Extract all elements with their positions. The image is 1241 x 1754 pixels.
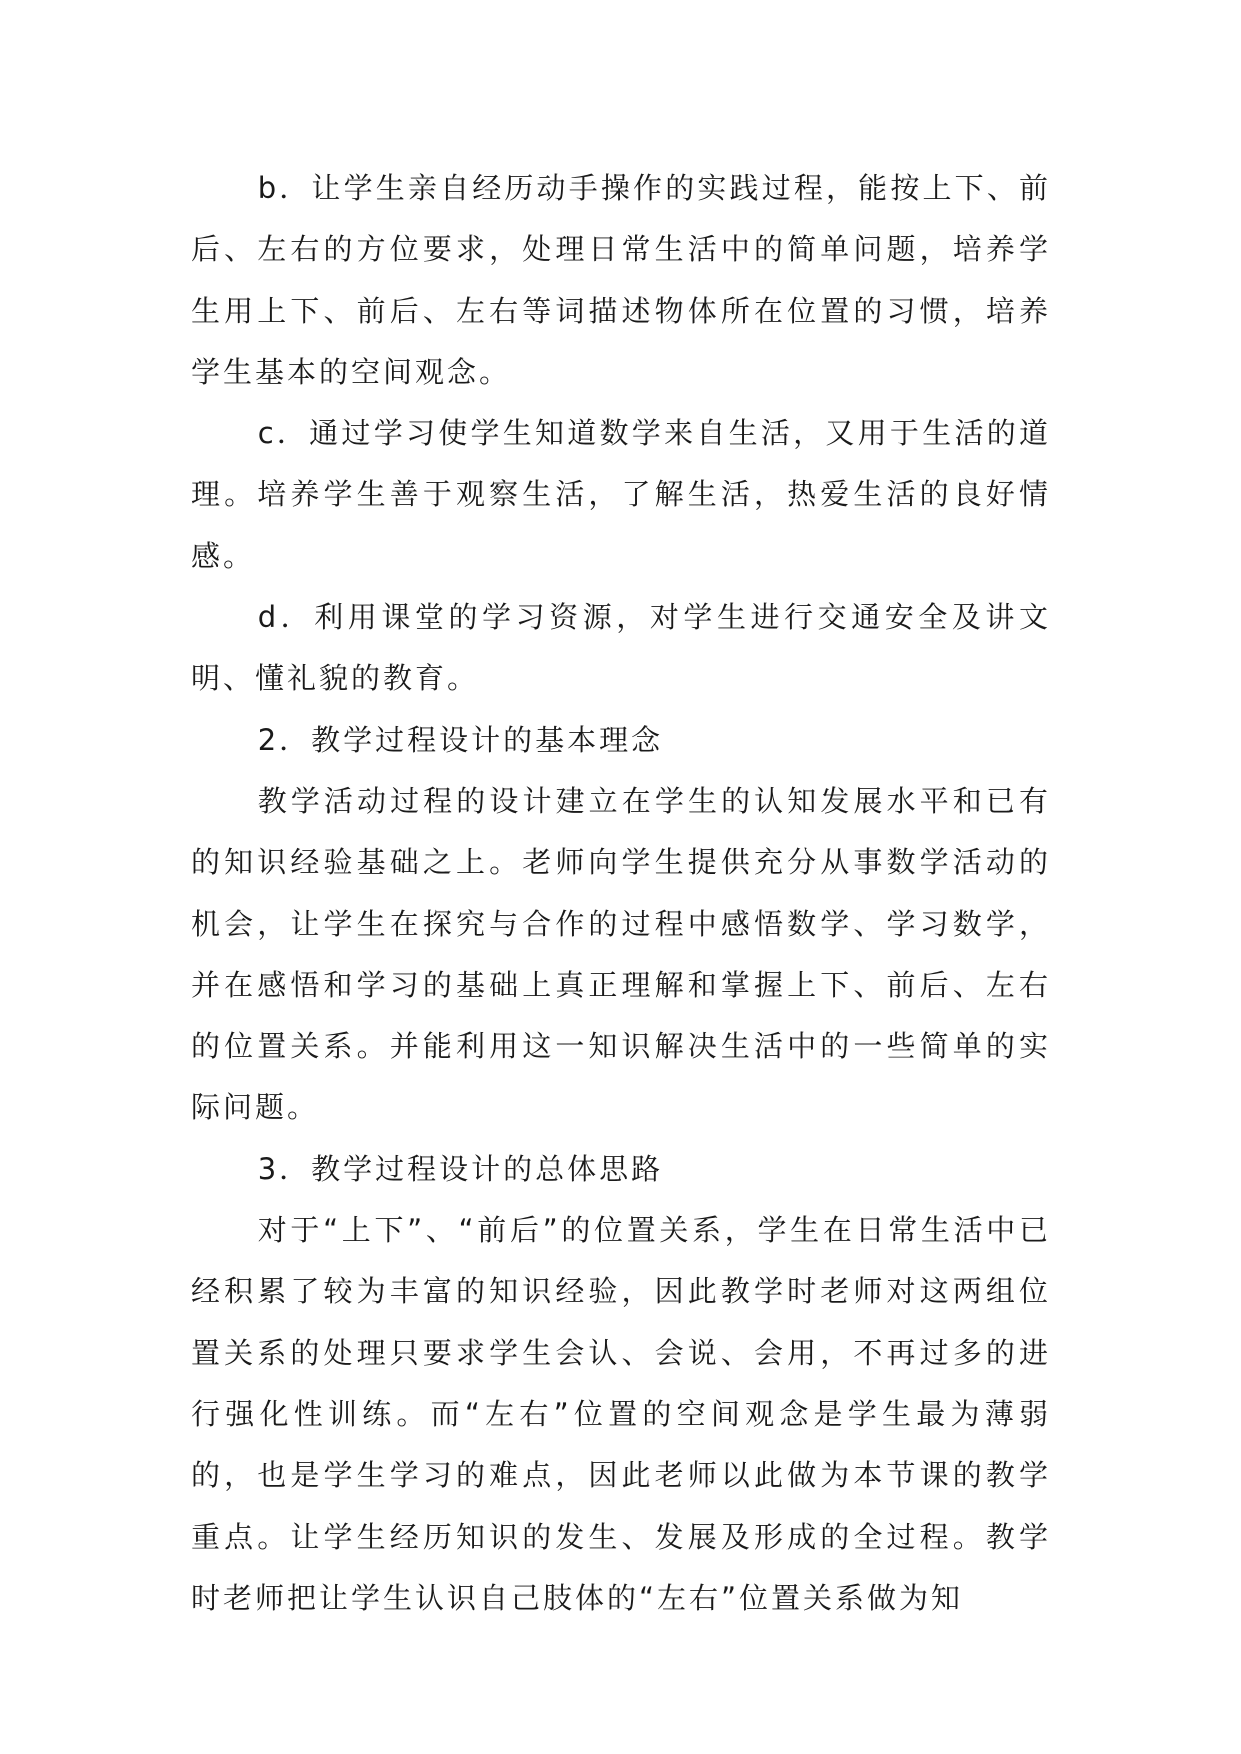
paragraph-objective-b: b．让学生亲自经历动手操作的实践过程，能按上下、前后、左右的方位要求，处理日常生活中的简单问题，培养学生用上下、前后、左右等词描述物体所在位置的习惯，培养学生基本的空间观念。 xyxy=(191,171,1051,389)
paragraph-objective-d: d．利用课堂的学习资源，对学生进行交通安全及讲文明、懂礼貌的教育。 xyxy=(191,600,1051,696)
paragraph-overall-approach: 对于“上下”、“前后”的位置关系，学生在日常生活中已经积累了较为丰富的知识经验，因此教学时老师对这两组位置关系的处理只要求学生会认、会说、会用，不再过多的进行强化性训练。而“左右”位置的空间观念是学生最为薄弱的，也是学生学习的难点，因此老师以此做为本节课的教学重点。让学生经历知识的发生、发展及形成的全过程。教学时老师把让学生认识自己肢体的“左右”位置关系做为知 xyxy=(191,1213,1051,1615)
section-heading-basic-concept: 2．教学过程设计的基本理念 xyxy=(257,722,664,757)
document-body xyxy=(191,158,1051,1629)
paragraph-objective-c: c．通过学习使学生知道数学来自生活，又用于生活的道理。培养学生善于观察生活，了解生活，热爱生活的良好情感。 xyxy=(191,416,1051,573)
section-heading-overall-approach: 3．教学过程设计的总体思路 xyxy=(257,1151,664,1186)
paragraph-basic-concept: 教学活动过程的设计建立在学生的认知发展水平和已有的知识经验基础之上。老师向学生提供充分从事数学活动的机会，让学生在探究与合作的过程中感悟数学、学习数学，并在感悟和学习的基础上真正理解和掌握上下、前后、左右的位置关系。并能利用这一知识解决生活中的一些简单的实际问题。 xyxy=(191,783,1051,1125)
